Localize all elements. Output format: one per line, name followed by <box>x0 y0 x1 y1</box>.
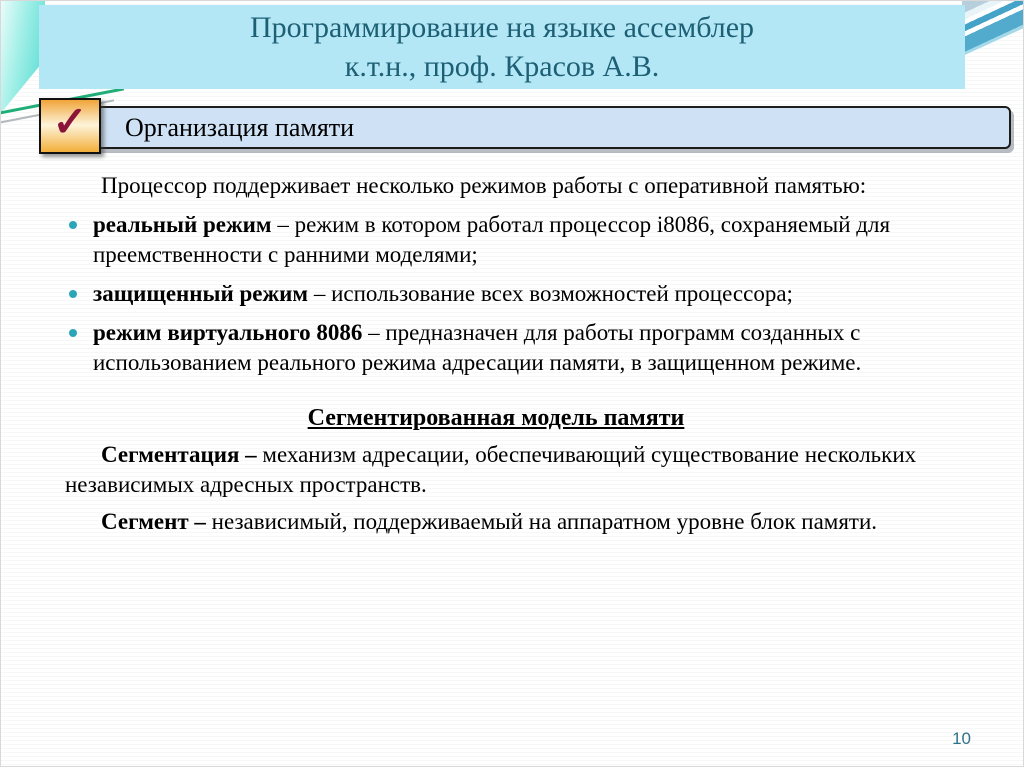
definition-paragraph <box>65 507 927 537</box>
slide-title: Программирование на языке ассемблер <box>249 11 755 44</box>
checkmark-icon: ✓ <box>52 100 88 146</box>
list-item <box>65 318 927 378</box>
slide-subtitle: к.т.н., проф. Красов А.В. <box>344 50 660 83</box>
definition-text: механизм адресации, обеспечивающий существование нескольких независимых адресных пространств. <box>65 442 917 497</box>
bullet-list <box>65 210 927 378</box>
list-item <box>65 279 927 309</box>
bullet-icon <box>69 329 77 337</box>
section-header-bar <box>61 106 1011 149</box>
intro-paragraph: Процессор поддерживает несколько режимов работы с оперативной памятью: <box>101 173 867 198</box>
checkmark-badge <box>39 98 101 154</box>
bullet-term: режим виртуального 8086 <box>93 320 363 345</box>
bullet-text: – режим в котором работал процессор i8086, сохраняемый для преемственности с ранними моделями; <box>93 212 891 267</box>
bullet-icon <box>69 221 77 229</box>
definition-term: Сегмент – <box>101 509 206 534</box>
definition-text: независимый, поддерживаемый на аппаратном уровне блок памяти. <box>205 509 878 534</box>
bullet-icon <box>69 290 77 298</box>
bullet-text: – предназначен для работы программ созданных с использованием реального режима адресации памяти, в защищенном режиме. <box>93 320 862 375</box>
slide-title-box <box>39 5 965 89</box>
section-heading: Сегментированная модель памяти <box>307 405 685 431</box>
definition-paragraph <box>65 440 927 500</box>
slide-body <box>65 171 927 537</box>
page-number: 10 <box>952 729 971 748</box>
bullet-text: – использование всех возможностей процессора; <box>308 281 793 306</box>
bullet-term: реальный режим <box>93 212 272 237</box>
bullet-term: защищенный режим <box>93 281 309 306</box>
section-header-title: Организация памяти <box>125 112 355 142</box>
striped-corner-decoration <box>962 1 1023 58</box>
definition-term: Сегментация – <box>101 442 257 467</box>
list-item <box>65 210 927 270</box>
